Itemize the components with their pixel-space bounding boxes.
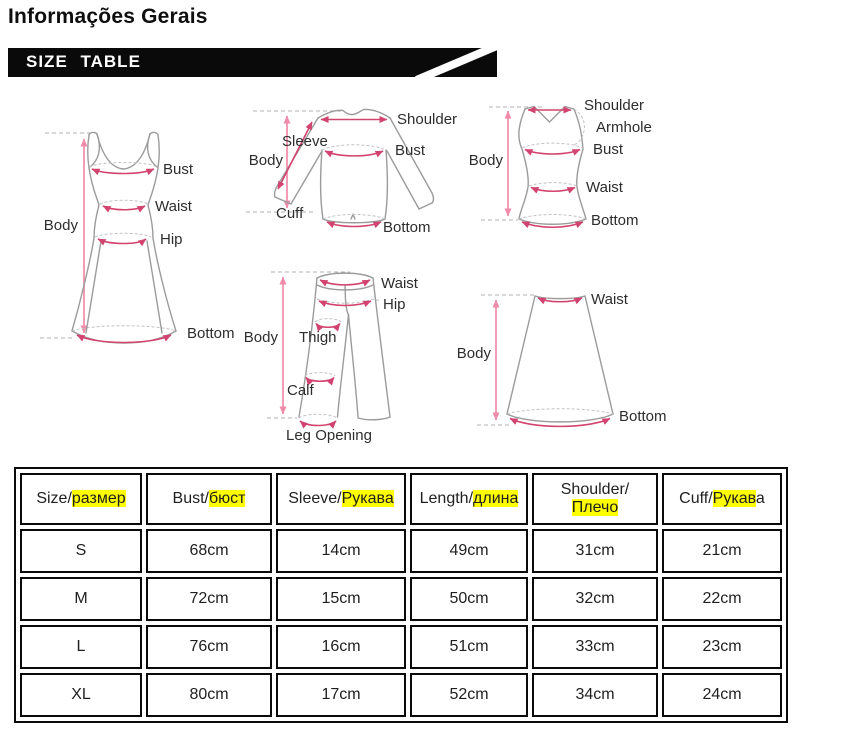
pants-body-label: Body (243, 329, 278, 346)
cell-length: 50cm (410, 577, 528, 621)
header-length-en: Length/ (419, 490, 474, 507)
skirt-diagram (457, 291, 667, 426)
cell-sleeve: 15cm (276, 577, 406, 621)
pants-leg-opening-label: Leg Opening (286, 427, 372, 444)
dress-body-label: Body (43, 217, 78, 234)
measurement-diagrams (0, 88, 843, 460)
top-bottom-label: Bottom (383, 219, 431, 236)
skirt-waist-label: Waist (591, 291, 628, 308)
vest-diagram (469, 97, 652, 229)
measurement-diagrams-svg (0, 88, 843, 460)
top-sleeve-label: Sleeve (282, 133, 328, 150)
cell-shoulder: 33cm (532, 625, 658, 669)
size-row-xl (20, 673, 782, 717)
header-sleeve (276, 473, 406, 525)
vest-armhole-label: Armhole (596, 119, 652, 136)
vest-shoulder-label: Shoulder (584, 97, 645, 114)
skirt-body-label: Body (456, 345, 491, 362)
cell-size: XL (20, 673, 142, 717)
skirt-bottom-label: Bottom (619, 408, 667, 425)
top-bust-label: Bust (395, 142, 426, 159)
header-cuff-tail: а (755, 490, 765, 507)
size-table (14, 467, 788, 723)
header-length (410, 473, 528, 525)
cell-shoulder: 31cm (532, 529, 658, 573)
top-body-label: Body (248, 152, 283, 169)
header-length-ru: длина (473, 490, 519, 507)
cell-cuff: 22cm (662, 577, 782, 621)
cell-bust: 76cm (146, 625, 272, 669)
size-table-banner-label: SIZE TABLE (26, 52, 141, 71)
vest-body-label: Body (468, 152, 503, 169)
vest-bust-label: Bust (593, 141, 624, 158)
cell-sleeve: 14cm (276, 529, 406, 573)
cell-cuff: 23cm (662, 625, 782, 669)
dress-bust-label: Bust (163, 161, 194, 178)
size-row-s (20, 529, 782, 573)
cell-cuff: 21cm (662, 529, 782, 573)
header-bust-en: Bust/ (172, 490, 209, 507)
pants-thigh-label: Thigh (299, 329, 337, 346)
size-table-header-row (20, 473, 782, 525)
cell-length: 52cm (410, 673, 528, 717)
cell-bust: 68cm (146, 529, 272, 573)
header-cuff-en: Cuff/ (679, 490, 713, 507)
header-size (20, 473, 142, 525)
cell-size: M (20, 577, 142, 621)
header-bust-ru: бюст (208, 490, 246, 507)
header-shoulder-en: Shoulder/ (560, 481, 630, 498)
cell-shoulder: 34cm (532, 673, 658, 717)
vest-waist-label: Waist (586, 179, 623, 196)
cell-length: 49cm (410, 529, 528, 573)
cell-length: 51cm (410, 625, 528, 669)
top-diagram (246, 109, 457, 236)
header-shoulder (532, 473, 658, 525)
cell-size: S (20, 529, 142, 573)
pants-hip-label: Hip (383, 296, 406, 313)
top-shoulder-label: Shoulder (397, 111, 458, 128)
cell-shoulder: 32cm (532, 577, 658, 621)
header-sleeve-ru: Рукава (341, 490, 394, 507)
size-row-l (20, 625, 782, 669)
top-cuff-label: Cuff (276, 205, 304, 222)
page-title: Informações Gerais (8, 5, 208, 28)
dress-diagram (40, 132, 235, 343)
dress-bottom-label: Bottom (187, 325, 235, 342)
header-sleeve-en: Sleeve/ (288, 490, 342, 507)
header-size-en: Size/ (36, 490, 72, 507)
pants-diagram (244, 272, 419, 444)
cell-size: L (20, 625, 142, 669)
banner-slash-decoration (415, 48, 497, 77)
cell-cuff: 24cm (662, 673, 782, 717)
cell-bust: 72cm (146, 577, 272, 621)
pants-waist-label: Waist (381, 275, 418, 292)
cell-sleeve: 17cm (276, 673, 406, 717)
header-bust (146, 473, 272, 525)
cell-bust: 80cm (146, 673, 272, 717)
size-table-banner (8, 48, 497, 77)
dress-waist-label: Waist (155, 198, 192, 215)
header-cuff (662, 473, 782, 525)
size-row-m (20, 577, 782, 621)
header-cuff-ru: Рукав (712, 490, 756, 507)
vest-bottom-label: Bottom (591, 212, 639, 229)
header-shoulder-ru: Плечо (571, 499, 619, 516)
pants-calf-label: Calf (287, 382, 314, 399)
header-size-ru: размер (71, 490, 126, 507)
cell-sleeve: 16cm (276, 625, 406, 669)
dress-hip-label: Hip (160, 231, 183, 248)
